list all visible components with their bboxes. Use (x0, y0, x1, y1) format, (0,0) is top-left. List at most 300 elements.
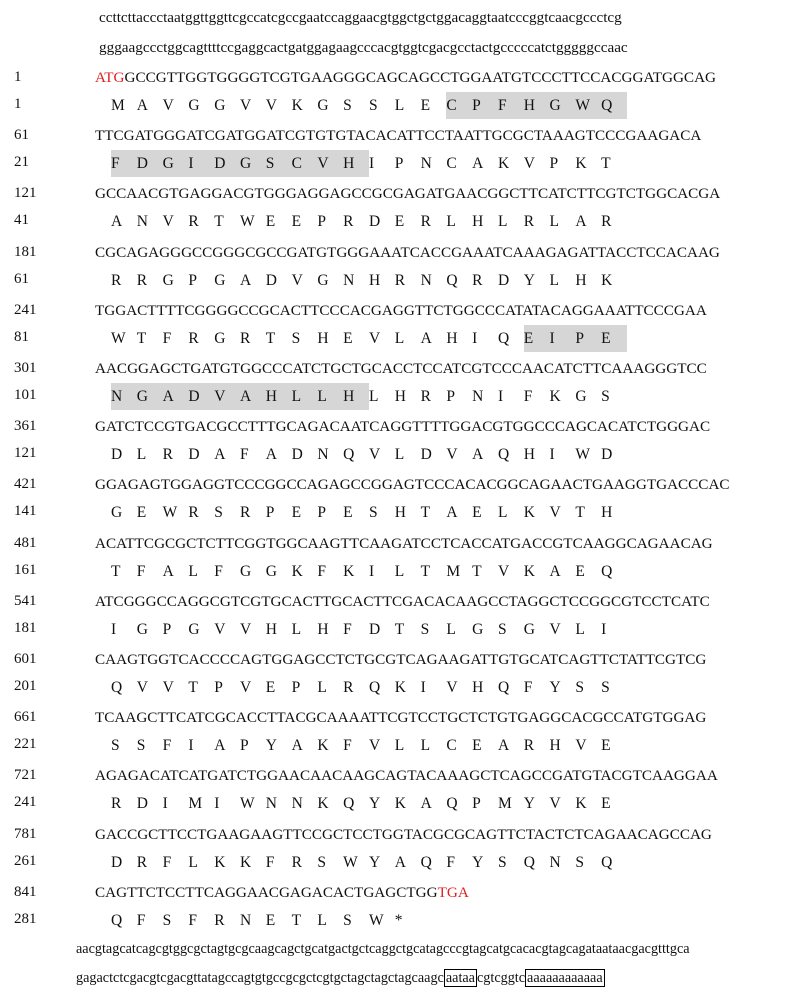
amino-acid-sequence-line (111, 150, 627, 177)
amino-acid-residue: P (162, 621, 172, 638)
amino-acid-residue: E (265, 912, 276, 929)
nucleotide-position-number: 481 (14, 535, 37, 551)
amino-acid-residue: D (497, 272, 510, 289)
amino-acid-residue: W (343, 854, 358, 871)
amino-acid-residue: F (162, 330, 172, 347)
nucleotide-text: GCCGTTGGTGGGGTCGTGAAGGGCAGCAGCCTGGAATGTCCCTTCCACGGATGGCAG (124, 69, 717, 86)
highlighted-residue: L (317, 383, 343, 410)
amino-acid-residue: A (265, 446, 277, 463)
amino-acid-residue: L (188, 563, 198, 580)
amino-acid-residue: C (446, 737, 457, 754)
amino-acid-residue: H (601, 504, 613, 521)
amino-acid-residue: D (291, 446, 303, 463)
amino-acid-residue: S (214, 504, 223, 521)
amino-acid-residue: R (162, 446, 173, 463)
highlighted-residue: Q (601, 92, 627, 119)
amino-acid-residue: S (497, 854, 507, 871)
amino-acid-residue: R (136, 272, 148, 289)
amino-acid-residue: E (601, 795, 611, 812)
amino-acid-residue: H (317, 621, 329, 638)
amino-acid-residue: M (446, 563, 461, 580)
nucleotide-position-number: 601 (14, 651, 37, 667)
highlighted-residue: P (575, 325, 601, 352)
downstream-sequence-line-1: aacgtagcatcagcgtggcgctagtgcgcaagcagctgcatgactgctcaggctgcatagcccgtagcatgcacacgtagcagataataacgacgtttgca (76, 941, 690, 957)
highlighted-residue: H (524, 92, 550, 119)
amino-acid-position-number: 81 (14, 329, 29, 345)
amino-acid-residue: R (188, 213, 199, 230)
amino-acid-residue: W (239, 213, 255, 230)
poly-a-tail-box: aaaaaaaaaaaa (527, 970, 603, 986)
amino-acid-residue: L (497, 504, 508, 521)
nucleotide-text: GACCGCTTCCTGAAGAAGTTCCGCTCCTGGTACGCGCAGTTCTACTCTCAGAACAGCCAG (95, 826, 712, 843)
amino-acid-residue: V (497, 563, 510, 580)
amino-acid-residue: H (394, 388, 406, 405)
amino-acid-residue: I (368, 563, 375, 580)
amino-acid-residue: Q (601, 563, 613, 580)
amino-acid-residue: L (136, 446, 147, 463)
amino-acid-residue: L (446, 213, 456, 230)
nucleotide-sequence-line (95, 651, 706, 669)
amino-acid-residue: V (291, 272, 303, 289)
nucleotide-sequence-line (95, 767, 718, 785)
amino-acid-residue: F (136, 563, 146, 580)
amino-acid-residue: G (188, 621, 200, 638)
amino-acid-residue: R (523, 213, 535, 230)
amino-acid-residue: R (239, 330, 251, 347)
amino-acid-residue: G (111, 504, 123, 521)
amino-acid-residue: F (239, 446, 249, 463)
amino-acid-residue: A (472, 446, 484, 463)
amino-acid-sequence-line (111, 674, 627, 701)
amino-acid-residue: V (523, 155, 535, 172)
highlighted-residue: D (137, 150, 163, 177)
amino-acid-residue: L (575, 621, 585, 638)
amino-acid-residue: A (162, 563, 174, 580)
amino-acid-residue: T (291, 912, 302, 929)
amino-acid-residue: H (446, 330, 458, 347)
amino-acid-residue: A (214, 446, 226, 463)
amino-acid-residue: V (136, 679, 148, 696)
amino-acid-residue: A (420, 795, 432, 812)
highlighted-residue: A (163, 383, 189, 410)
amino-acid-residue: N (265, 795, 277, 812)
nucleotide-text: TGGACTTTTCGGGGCCGCACTTCCCACGAGGTTCTGGCCCATATACAGGAAATTCCCGAA (95, 302, 707, 319)
upstream-sequence-line-2: gggaagccctggcagttttccgaggcactgatggagaagcccacgtggtcgacgcctactgcccccatctgggggccaac (99, 39, 628, 56)
amino-acid-residue: S (317, 854, 326, 871)
amino-acid-residue: I (472, 330, 478, 347)
amino-acid-residue: Y (368, 795, 381, 812)
amino-acid-sequence-line (111, 267, 627, 294)
amino-acid-residue: T (420, 563, 431, 580)
amino-acid-residue: A (394, 854, 406, 871)
amino-acid-residue: R (111, 272, 122, 289)
highlighted-residue: N (111, 383, 137, 410)
amino-acid-residue: N (549, 854, 561, 871)
amino-acid-residue: I (111, 621, 117, 638)
amino-acid-residue: H (394, 504, 406, 521)
amino-acid-residue: N (291, 795, 303, 812)
nucleotide-sequence-line (95, 185, 720, 203)
amino-acid-residue: R (523, 737, 535, 754)
amino-acid-residue: Y (265, 737, 277, 754)
nucleotide-text: TTCGATGGGATCGATGGATCGTGTGTACACATTCCTAATTGCGCTAAAGTCCCGAAGACA (95, 127, 702, 144)
highlighted-residue: C (292, 150, 318, 177)
codon-highlight: ATG (95, 69, 125, 86)
amino-acid-residue: Y (368, 854, 381, 871)
highlighted-residue: W (575, 92, 601, 119)
amino-acid-position-number: 41 (14, 212, 29, 228)
nucleotide-sequence-line (95, 360, 707, 378)
highlighted-residue: L (292, 383, 318, 410)
amino-acid-residue: E (575, 563, 585, 580)
amino-acid-residue: R (343, 213, 354, 230)
amino-acid-residue: K (523, 504, 535, 521)
amino-acid-residue: S (601, 679, 610, 696)
amino-acid-residue: E (265, 679, 276, 696)
nucleotide-text: AGAGACATCATGATCTGGAACAACAAGCAGTACAAAGCTCAGCCGATGTACGTCAAGGAA (95, 767, 718, 784)
amino-acid-residue: S (291, 330, 301, 347)
highlighted-residue: C (446, 92, 472, 119)
nucleotide-position-number: 421 (14, 476, 37, 492)
nucleotide-sequence-line (95, 127, 701, 145)
amino-acid-residue: F (214, 563, 223, 580)
amino-acid-residue: I (162, 795, 168, 812)
amino-acid-residue: I (497, 388, 504, 405)
amino-acid-residue: E (343, 330, 353, 347)
amino-acid-residue: E (343, 504, 353, 521)
amino-acid-residue: P (214, 679, 223, 696)
amino-acid-residue: D (136, 795, 148, 812)
amino-acid-residue: Q (111, 679, 123, 696)
amino-acid-position-number: 181 (14, 620, 37, 636)
downstream-sequence-line-2 (76, 970, 605, 987)
amino-acid-residue: E (291, 504, 302, 521)
amino-acid-residue: R (420, 388, 431, 405)
amino-acid-residue: L (394, 330, 405, 347)
amino-acid-residue: K (523, 563, 535, 580)
amino-acid-residue: G (136, 621, 148, 638)
amino-acid-residue: L (317, 679, 327, 696)
amino-acid-residue: E (420, 97, 431, 114)
amino-acid-position-number: 201 (14, 678, 37, 694)
highlighted-residue: S (266, 150, 292, 177)
amino-acid-residue: I (549, 446, 555, 463)
amino-acid-residue: G (472, 621, 484, 638)
amino-acid-residue: S (497, 621, 507, 638)
highlighted-residue: G (163, 150, 189, 177)
amino-acid-residue: M (497, 795, 512, 812)
nucleotide-text: GATCTCCGTGACGCCTTTGCAGACAATCAGGTTTTGGACGTGGCCCAGCACATCTGGGAC (95, 418, 711, 435)
nucleotide-text: CAGTTCTCCTTCAGGAACGAGACACTGAGCTGG (95, 884, 438, 901)
amino-acid-residue: T (601, 155, 611, 172)
amino-acid-residue: N (239, 912, 252, 929)
amino-acid-residue: F (523, 388, 533, 405)
amino-acid-residue: A (472, 155, 484, 172)
amino-acid-position-number: 121 (14, 445, 37, 461)
amino-acid-residue: F (265, 854, 275, 871)
amino-acid-residue: F (343, 621, 352, 638)
amino-acid-residue: D (368, 621, 381, 638)
nucleotide-sequence-line (95, 826, 712, 844)
amino-acid-sequence-line (111, 907, 421, 934)
amino-acid-residue: S (575, 854, 584, 871)
amino-acid-residue: T (420, 504, 431, 521)
amino-acid-residue: L (291, 621, 302, 638)
amino-acid-residue: G (239, 563, 252, 580)
amino-acid-residue: F (343, 737, 352, 754)
amino-acid-residue: R (239, 504, 251, 521)
amino-acid-residue: D (111, 854, 123, 871)
amino-acid-residue: K (214, 854, 226, 871)
amino-acid-residue: T (394, 621, 405, 638)
amino-acid-residue: L (394, 563, 405, 580)
amino-acid-residue: A (214, 737, 226, 754)
amino-acid-residue: Y (472, 854, 484, 871)
highlighted-residue: D (214, 150, 240, 177)
amino-acid-residue: P (265, 504, 275, 521)
amino-acid-sequence-line (111, 383, 627, 410)
amino-acid-residue: Q (343, 795, 355, 812)
amino-acid-residue: F (162, 737, 172, 754)
amino-acid-residue: K (394, 795, 406, 812)
amino-acid-residue: L (394, 97, 405, 114)
amino-acid-sequence-line (111, 208, 627, 235)
amino-acid-residue: G (523, 621, 535, 638)
amino-acid-residue: A (291, 737, 303, 754)
amino-acid-sequence-line (111, 558, 627, 585)
nucleotide-text: AACGGAGCTGATGTGGCCCATCTGCTGCACCTCCATCGTCCCAACATCTTCAAAGGGTCC (95, 360, 707, 377)
amino-acid-residue: Y (523, 795, 535, 812)
amino-acid-residue: Q (343, 446, 355, 463)
amino-acid-residue: L (549, 272, 560, 289)
amino-acid-residue: T (472, 563, 482, 580)
amino-acid-residue: W (239, 795, 255, 812)
amino-acid-sequence-line (111, 790, 627, 817)
amino-acid-residue: V (239, 97, 252, 114)
amino-acid-residue: R (111, 795, 122, 812)
amino-acid-residue: L (446, 621, 456, 638)
amino-acid-residue: R (472, 272, 483, 289)
amino-acid-residue: A (239, 272, 252, 289)
downstream-seq-text: cgtcggtc (476, 970, 526, 986)
amino-acid-residue: D (601, 446, 613, 463)
highlighted-residue: F (111, 150, 137, 177)
amino-acid-residue: V (239, 621, 252, 638)
amino-acid-residue: V (162, 679, 174, 696)
amino-acid-residue: V (549, 795, 561, 812)
amino-acid-residue: L (549, 213, 560, 230)
amino-acid-residue: Y (523, 272, 535, 289)
amino-acid-residue: A (575, 213, 587, 230)
amino-acid-residue: L (497, 213, 508, 230)
amino-acid-residue: F (317, 563, 326, 580)
amino-acid-residue: V (575, 737, 587, 754)
amino-acid-residue: K (343, 563, 355, 580)
amino-acid-residue: F (523, 679, 533, 696)
amino-acid-residue: G (188, 97, 200, 114)
amino-acid-residue: N (420, 272, 432, 289)
amino-acid-residue: W (111, 330, 126, 347)
amino-acid-residue: L (420, 737, 431, 754)
amino-acid-residue: A (136, 97, 148, 114)
highlighted-residue: H (266, 383, 292, 410)
nucleotide-text: TCAAGCTTCATCGCACCTTACGCAAAATTCGTCCTGCTCTGTGAGGCACGCCATGTGGAG (95, 709, 707, 726)
amino-acid-residue: K (601, 272, 613, 289)
amino-acid-residue: Q (497, 330, 510, 347)
amino-acid-residue: P (291, 679, 301, 696)
polyadenylation-signal-box: aataa (445, 970, 475, 986)
nucleotide-position-number: 181 (14, 244, 37, 260)
nucleotide-position-number: 661 (14, 709, 37, 725)
amino-acid-residue: G (162, 272, 174, 289)
amino-acid-residue: K (291, 563, 303, 580)
amino-acid-residue: * (394, 912, 403, 929)
amino-acid-residue: S (601, 388, 610, 405)
amino-acid-residue: S (162, 912, 172, 929)
amino-acid-position-number: 161 (14, 562, 37, 578)
codon-highlight: TGA (437, 884, 469, 901)
highlighted-residue: V (214, 383, 240, 410)
nucleotide-sequence-line (95, 709, 706, 727)
amino-acid-residue: A (497, 737, 510, 754)
nucleotide-position-number: 541 (14, 593, 37, 609)
amino-acid-residue: K (497, 155, 510, 172)
highlighted-residue: D (188, 383, 214, 410)
amino-acid-residue: K (317, 737, 329, 754)
amino-acid-residue: G (265, 563, 277, 580)
upstream-sequence-line-1: ccttcttaccctaatggttggttcgccatcgccgaatccaggaacgtggctgctggacaggtaatcccggtcaacgccctcg (99, 9, 622, 26)
amino-acid-residue: L (394, 446, 405, 463)
highlighted-residue: P (472, 92, 498, 119)
nucleotide-position-number: 121 (14, 185, 37, 201)
amino-acid-residue: H (575, 272, 587, 289)
nucleotide-position-number: 301 (14, 360, 37, 376)
nucleotide-text: GGAGAGTGGAGGTCCCGGCCAGAGCCGGAGTCCCACACGGCAGAACTGAAGGTGACCCAC (95, 476, 730, 493)
amino-acid-residue: L (394, 737, 405, 754)
amino-acid-residue: V (368, 737, 381, 754)
amino-acid-residue: S (111, 737, 120, 754)
amino-acid-residue: L (368, 388, 379, 405)
amino-acid-residue: N (317, 446, 329, 463)
amino-acid-residue: R (136, 854, 148, 871)
amino-acid-sequence-line (111, 92, 627, 119)
nucleotide-sequence-line (95, 69, 716, 87)
amino-acid-residue: F (136, 912, 146, 929)
nucleotide-sequence-line (95, 884, 469, 902)
amino-acid-residue: V (239, 679, 252, 696)
highlighted-residue: G (137, 383, 163, 410)
amino-acid-residue: E (601, 737, 611, 754)
highlighted-residue: G (550, 92, 576, 119)
amino-acid-residue: N (343, 272, 355, 289)
amino-acid-position-number: 141 (14, 503, 37, 519)
amino-acid-residue: G (214, 97, 226, 114)
nucleotide-sequence-line (95, 244, 720, 262)
amino-acid-residue: P (317, 504, 326, 521)
amino-acid-position-number: 221 (14, 736, 37, 752)
amino-acid-residue: Y (549, 679, 561, 696)
amino-acid-residue: W (368, 912, 384, 929)
amino-acid-residue: S (368, 97, 378, 114)
amino-acid-sequence-line (111, 441, 627, 468)
amino-acid-residue: R (188, 330, 199, 347)
amino-acid-residue: S (343, 97, 352, 114)
amino-acid-residue: D (420, 446, 432, 463)
nucleotide-sequence-line (95, 418, 710, 436)
nucleotide-text: GCCAACGTGAGGACGTGGGAGGAGCCGCGAGATGAACGGCTTCATCTTCGTCTGGCACGA (95, 185, 721, 202)
amino-acid-residue: V (368, 446, 381, 463)
nucleotide-position-number: 781 (14, 826, 37, 842)
amino-acid-residue: A (549, 563, 561, 580)
amino-acid-residue: P (239, 737, 249, 754)
amino-acid-residue: T (136, 330, 147, 347)
amino-acid-residue: S (136, 737, 146, 754)
amino-acid-residue: K (394, 679, 406, 696)
amino-acid-residue: Q (497, 679, 510, 696)
nucleotide-text: CAAGTGGTCACCCCAGTGGAGCCTCTGCGTCAGAAGATTGTGCATCAGTTCTATTCGTCG (95, 651, 707, 668)
amino-acid-residue: C (446, 155, 457, 172)
amino-acid-residue: Q (601, 854, 613, 871)
amino-acid-residue: E (265, 213, 276, 230)
amino-acid-residue: S (343, 912, 352, 929)
amino-acid-residue: H (317, 330, 329, 347)
amino-acid-residue: W (162, 504, 178, 521)
amino-acid-residue: S (420, 621, 430, 638)
amino-acid-residue: Q (368, 679, 381, 696)
amino-acid-residue: R (188, 504, 199, 521)
amino-acid-residue: E (394, 213, 405, 230)
amino-acid-residue: E (472, 504, 482, 521)
amino-acid-residue: K (575, 795, 587, 812)
nucleotide-text: CGCAGAGGGCCGGGCGCCGATGTGGGAAATCACCGAAATCAAAGAGATTACCTCCACAAG (95, 244, 720, 261)
amino-acid-sequence-line (111, 849, 627, 876)
amino-acid-position-number: 281 (14, 911, 37, 927)
amino-acid-position-number: 61 (14, 271, 29, 287)
amino-acid-residue: G (317, 272, 329, 289)
amino-acid-residue: A (420, 330, 432, 347)
amino-acid-residue: P (317, 213, 326, 230)
amino-acid-position-number: 101 (14, 387, 37, 403)
amino-acid-residue: D (188, 446, 200, 463)
amino-acid-residue: I (188, 737, 194, 754)
amino-acid-residue: D (368, 213, 381, 230)
amino-acid-residue: H (472, 213, 484, 230)
amino-acid-sequence-line (111, 325, 627, 352)
amino-acid-residue: E (291, 213, 302, 230)
highlighted-residue: V (317, 150, 343, 177)
amino-acid-residue: P (446, 388, 455, 405)
amino-acid-residue: F (188, 912, 198, 929)
amino-acid-residue: A (446, 504, 458, 521)
amino-acid-residue: V (265, 97, 277, 114)
amino-acid-residue: V (368, 330, 381, 347)
nucleotide-position-number: 361 (14, 418, 37, 434)
amino-acid-residue: R (343, 679, 354, 696)
amino-acid-residue: L (317, 912, 327, 929)
amino-acid-residue: R (394, 272, 406, 289)
amino-acid-residue: F (446, 854, 455, 871)
amino-acid-residue: N (472, 388, 484, 405)
highlighted-residue: E (601, 325, 627, 352)
amino-acid-residue: I (420, 679, 426, 696)
amino-acid-residue: I (214, 795, 220, 812)
amino-acid-sequence-line (111, 732, 627, 759)
amino-acid-residue: K (549, 388, 561, 405)
nucleotide-text: ACATTCGCGCTCTTCGGTGGCAAGTTCAAGATCCTCACCATGACCGTCAAGGCAGAACAG (95, 535, 713, 552)
amino-acid-residue: T (111, 563, 121, 580)
highlighted-residue: I (550, 325, 576, 352)
downstream-seq-text: gagactctcgacgtcgacgttatagccagtgtgccgcgctcgtgctagctagctagcaagc (76, 970, 444, 986)
